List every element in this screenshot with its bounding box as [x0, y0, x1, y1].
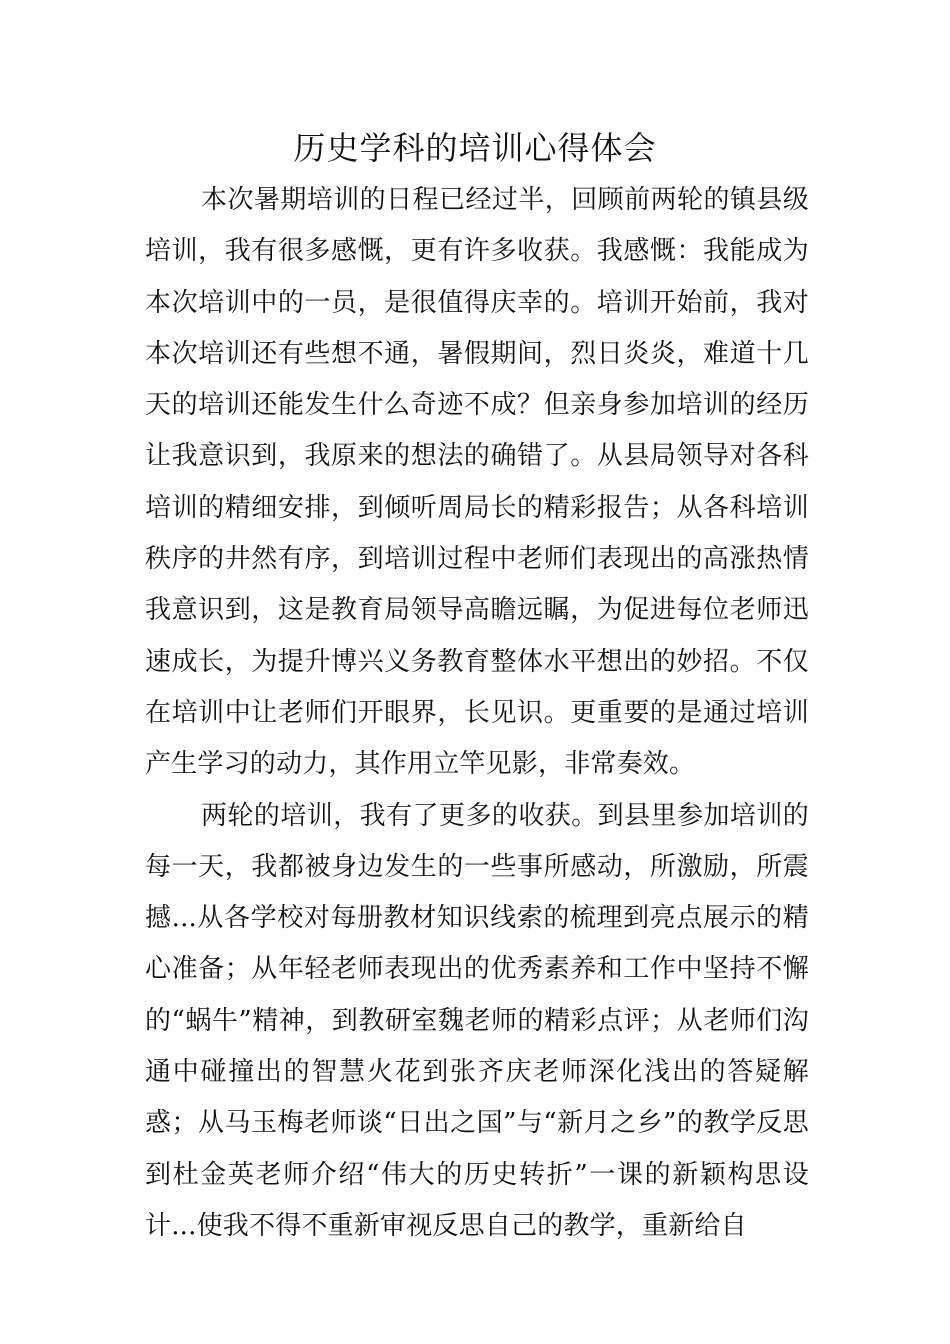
document-title: 历史学科的培训心得体会	[293, 129, 657, 167]
paragraph-1: 本次暑期培训的日程已经过半，回顾前两轮的镇县级培训，我有很多感慨，更有许多收获。我感慨：我能成为本次培训中的一员，是很值得庆幸的。培训开始前，我对本次培训还有些想不通，暑假期间，烈日炎炎，难道十几天的培训还能发生什么奇迹不成？但亲身参加培训的经历让我意识到，我原来的想法的确错了。从县局领导对各科培训的精细安排，到倾听周局长的精彩报告；从各科培训秩序的井然有序，到培训过程中老师们表现出的高涨热情我意识到，这是教育局领导高瞻远瞩，为促进每位老师迅速成长，为提升博兴义务教育整体水平想出的妙招。不仅在培训中让老师们开眼界，长见识。更重要的是通过培训产生学习的动力，其作用立竿见影，非常奏效。	[145, 185, 809, 780]
paragraph-2: 两轮的培训，我有了更多的收获。到县里参加培训的每一天，我都被身边发生的一些事所感动，所激励，所震撼...从各学校对每册教材知识线索的梳理到亮点展示的精心准备；从年轻老师表现出的优秀素养和工作中坚持不懈的“蜗牛”精神，到教研室魏老师的精彩点评；从老师们沟通中碰撞出的智慧火花到张齐庆老师深化浅出的答疑解惑；从马玉梅老师谈“日出之国”与“新月之乡”的教学反思到杜金英老师介绍“伟大的历史转折”一课的新颖构思设计...使我不得不重新审视反思自己的教学，重新给自	[145, 800, 809, 1241]
document-body	[145, 175, 809, 1252]
